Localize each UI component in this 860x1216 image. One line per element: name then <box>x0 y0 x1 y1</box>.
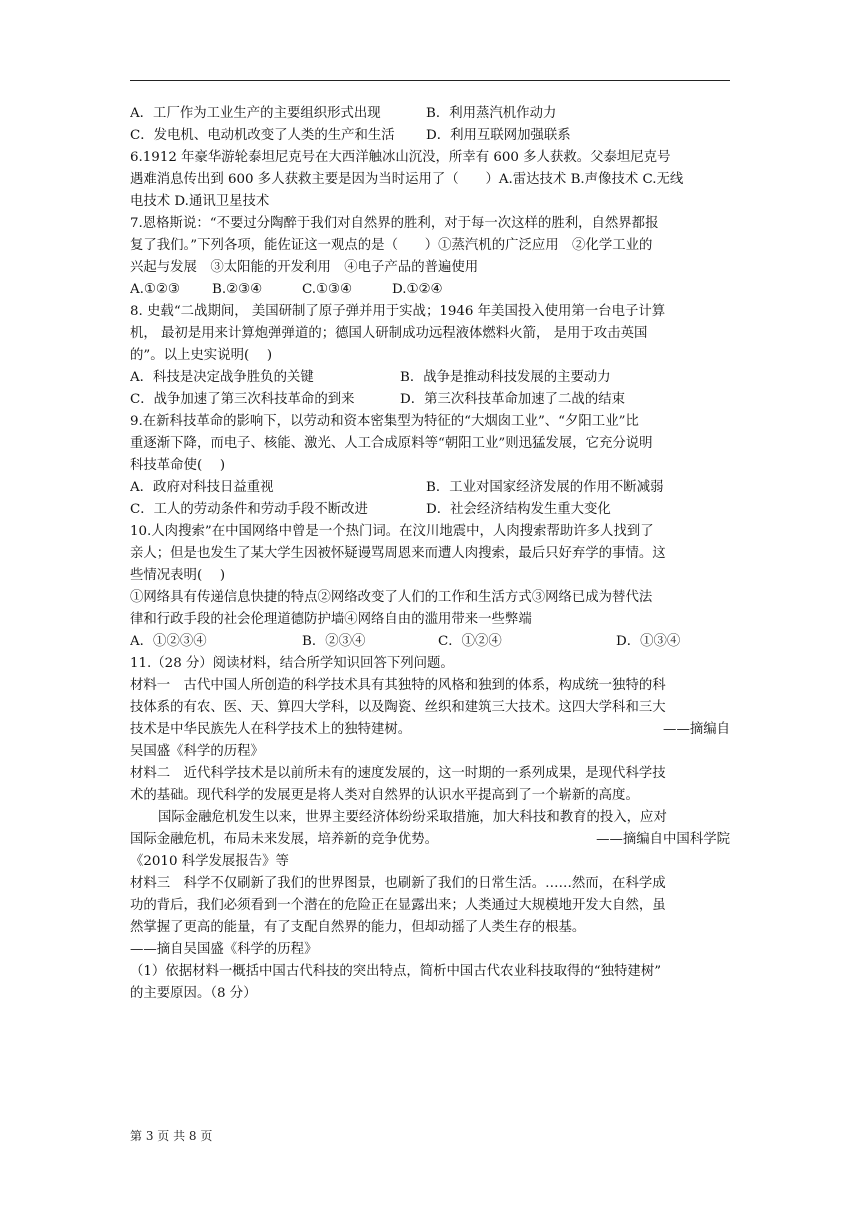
sub-question-1-line: 的主要原因。（8 分） <box>130 986 257 1001</box>
material-3-line: 材料三 科学不仅刷新了我们的世界图景，也刷新了我们的日常生活。……然而，在科学成 <box>130 876 666 891</box>
q8-line: 的”。以上史实说明( ) <box>130 348 273 363</box>
material-2-line: 材料二 近代科学技术是以前所未有的速度发展的，这一时期的一系列成果，是现代科学技 <box>130 766 666 781</box>
q10-option-b: B．②③④ <box>302 634 366 649</box>
q9-options-row-1 <box>130 477 730 499</box>
q9-option-d: D．社会经济结构发生重大变化 <box>426 502 611 517</box>
q10-options-row <box>130 631 730 653</box>
q9-option-a: A．政府对科技日益重视 <box>130 480 274 495</box>
q9-option-c: C．工人的劳动条件和劳动手段不断改进 <box>130 502 368 517</box>
q7-line: 兴起与发展 ③太阳能的开发利用 ④电子产品的普遍使用 <box>130 260 479 275</box>
material-2-text: 国际金融危机，布局未来发展，培养新的竞争优势。 <box>130 832 438 847</box>
q8-options-row-2 <box>130 389 730 411</box>
q8-option-d: D．第三次科技革命加速了二战的结束 <box>400 392 625 407</box>
material-2-source-cont: 《2010 科学发展报告》等 <box>130 854 289 869</box>
q7-line: 复了我们。”下列各项，能佐证这一观点的是（ ）①蒸汽机的广泛应用 ②化学工业的 <box>130 238 653 253</box>
q7-option-a: A.①②③ <box>130 282 180 297</box>
q10-option-a: A．①②③④ <box>130 634 207 649</box>
q8-options-row-1 <box>130 367 730 389</box>
material-1-source-cont: 吴国盛《科学的历程》 <box>130 744 264 759</box>
material-3-source: ——摘自吴国盛《科学的历程》 <box>130 942 318 957</box>
q9-option-b: B．工业对国家经济发展的作用不断减弱 <box>426 480 664 495</box>
q10-line: 10.人肉搜索”在中国网络中曾是一个热门词。在汶川地震中，人肉搜索帮助许多人找到了 <box>130 524 654 539</box>
q7-option-b: B.②③④ <box>212 282 263 297</box>
q7-options-row <box>130 279 730 301</box>
q8-line: 机， 最初是用来计算炮弹弹道的；德国人研制成功远程液体燃料火箭， 是用于攻击英国 <box>130 326 648 341</box>
q5-options-row-1 <box>130 103 730 125</box>
page-content <box>130 103 730 1005</box>
material-2-source: ——摘编自中国科学院 <box>596 832 730 847</box>
sub-question-1-line: （1）依据材料一概括中国古代科技的突出特点，简析中国古代农业科技取得的“独特建树” <box>130 964 662 979</box>
q8-line: 8. 史载“二战期间， 美国研制了原子弹并用于实战；1946 年美国投入使用第一台电子计算 <box>130 304 666 319</box>
q7-option-c: C.①③④ <box>302 282 353 297</box>
q10-line: 律和行政手段的社会伦理道德防护墙④网络自由的滥用带来一些弊端 <box>130 612 532 627</box>
q10-line: 些情况表明( ) <box>130 568 226 583</box>
q5-option-a: A．工厂作为工业生产的主要组织形式出现 <box>130 106 381 121</box>
q9-options-row-2 <box>130 499 730 521</box>
q11-intro: 11.（28 分）阅读材料，结合所学知识回答下列问题。 <box>130 656 454 671</box>
q8-option-c: C．战争加速了第三次科技革命的到来 <box>130 392 355 407</box>
q6-line: 遇难消息传出到 600 多人获救主要是因为当时运用了（ ）A.雷达技术 B.声像技术 C.无线 <box>130 172 684 187</box>
q9-line: 科技革命使( ) <box>130 458 226 473</box>
q6-line: 电技术 D.通讯卫星技术 <box>130 194 270 209</box>
material-1-source: ——摘编自 <box>663 722 730 737</box>
material-2-last-line <box>130 829 730 851</box>
header-rule <box>130 80 730 81</box>
q10-line: ①网络具有传递信息快捷的特点②网络改变了人们的工作和生活方式③网络已成为替代法 <box>130 590 653 605</box>
material-1-text: 技术是中华民族先人在科学技术上的独特建树。 <box>130 722 412 737</box>
q5-option-d: D．利用互联网加强联系 <box>426 128 571 143</box>
material-2-indent-line: 国际金融危机发生以来，世界主要经济体纷纷采取措施，加大科技和教育的投入，应对 <box>158 810 667 825</box>
q9-line: 9.在新科技革命的影响下，以劳动和资本密集型为特征的“大烟囱工业”、“夕阳工业”比 <box>130 414 639 429</box>
material-1-line: 材料一 古代中国人所创造的科学技术具有其独特的风格和独到的体系，构成统一独特的科 <box>130 678 666 693</box>
q6-line: 6.1912 年豪华游轮泰坦尼克号在大西洋触冰山沉没，所幸有 600 多人获救。父泰坦尼克号 <box>130 150 671 165</box>
q7-line: 7.恩格斯说：“不要过分陶醉于我们对自然界的胜利，对于每一次这样的胜利，自然界都报 <box>130 216 659 231</box>
q10-line: 亲人；但是也发生了某大学生因被怀疑谩骂周恩来而遭人肉搜索，最后只好弃学的事情。这 <box>130 546 666 561</box>
material-2-line: 术的基础。现代科学的发展更是将人类对自然界的认识水平提高到了一个崭新的高度。 <box>130 788 639 803</box>
q7-option-d: D.①②④ <box>392 282 443 297</box>
q10-option-c: C．①②④ <box>438 634 502 649</box>
q5-option-c: C．发电机、电动机改变了人类的生产和生活 <box>130 128 395 143</box>
material-1-last-line <box>130 719 730 741</box>
material-3-line: 功的背后，我们必须看到一个潜在的危险正在显露出来；人类通过大规模地开发大自然，虽 <box>130 898 666 913</box>
q9-line: 重逐渐下降，而电子、核能、激光、人工合成原料等“朝阳工业”则迅猛发展，它充分说明 <box>130 436 653 451</box>
material-3-line: 然掌握了更高的能量，有了支配自然界的能力，但却动摇了人类生存的根基。 <box>130 920 586 935</box>
q10-option-d: D．①③④ <box>616 634 681 649</box>
q8-option-a: A．科技是决定战争胜负的关键 <box>130 370 314 385</box>
material-1-line: 技体系的有农、医、天、算四大学科，以及陶瓷、丝织和建筑三大技术。这四大学科和三大 <box>130 700 666 715</box>
q8-option-b: B．战争是推动科技发展的主要动力 <box>400 370 611 385</box>
q5-option-b: B．利用蒸汽机作动力 <box>426 106 557 121</box>
q5-options-row-2 <box>130 125 730 147</box>
page-footer: 第 3 页 共 8 页 <box>130 1129 213 1143</box>
